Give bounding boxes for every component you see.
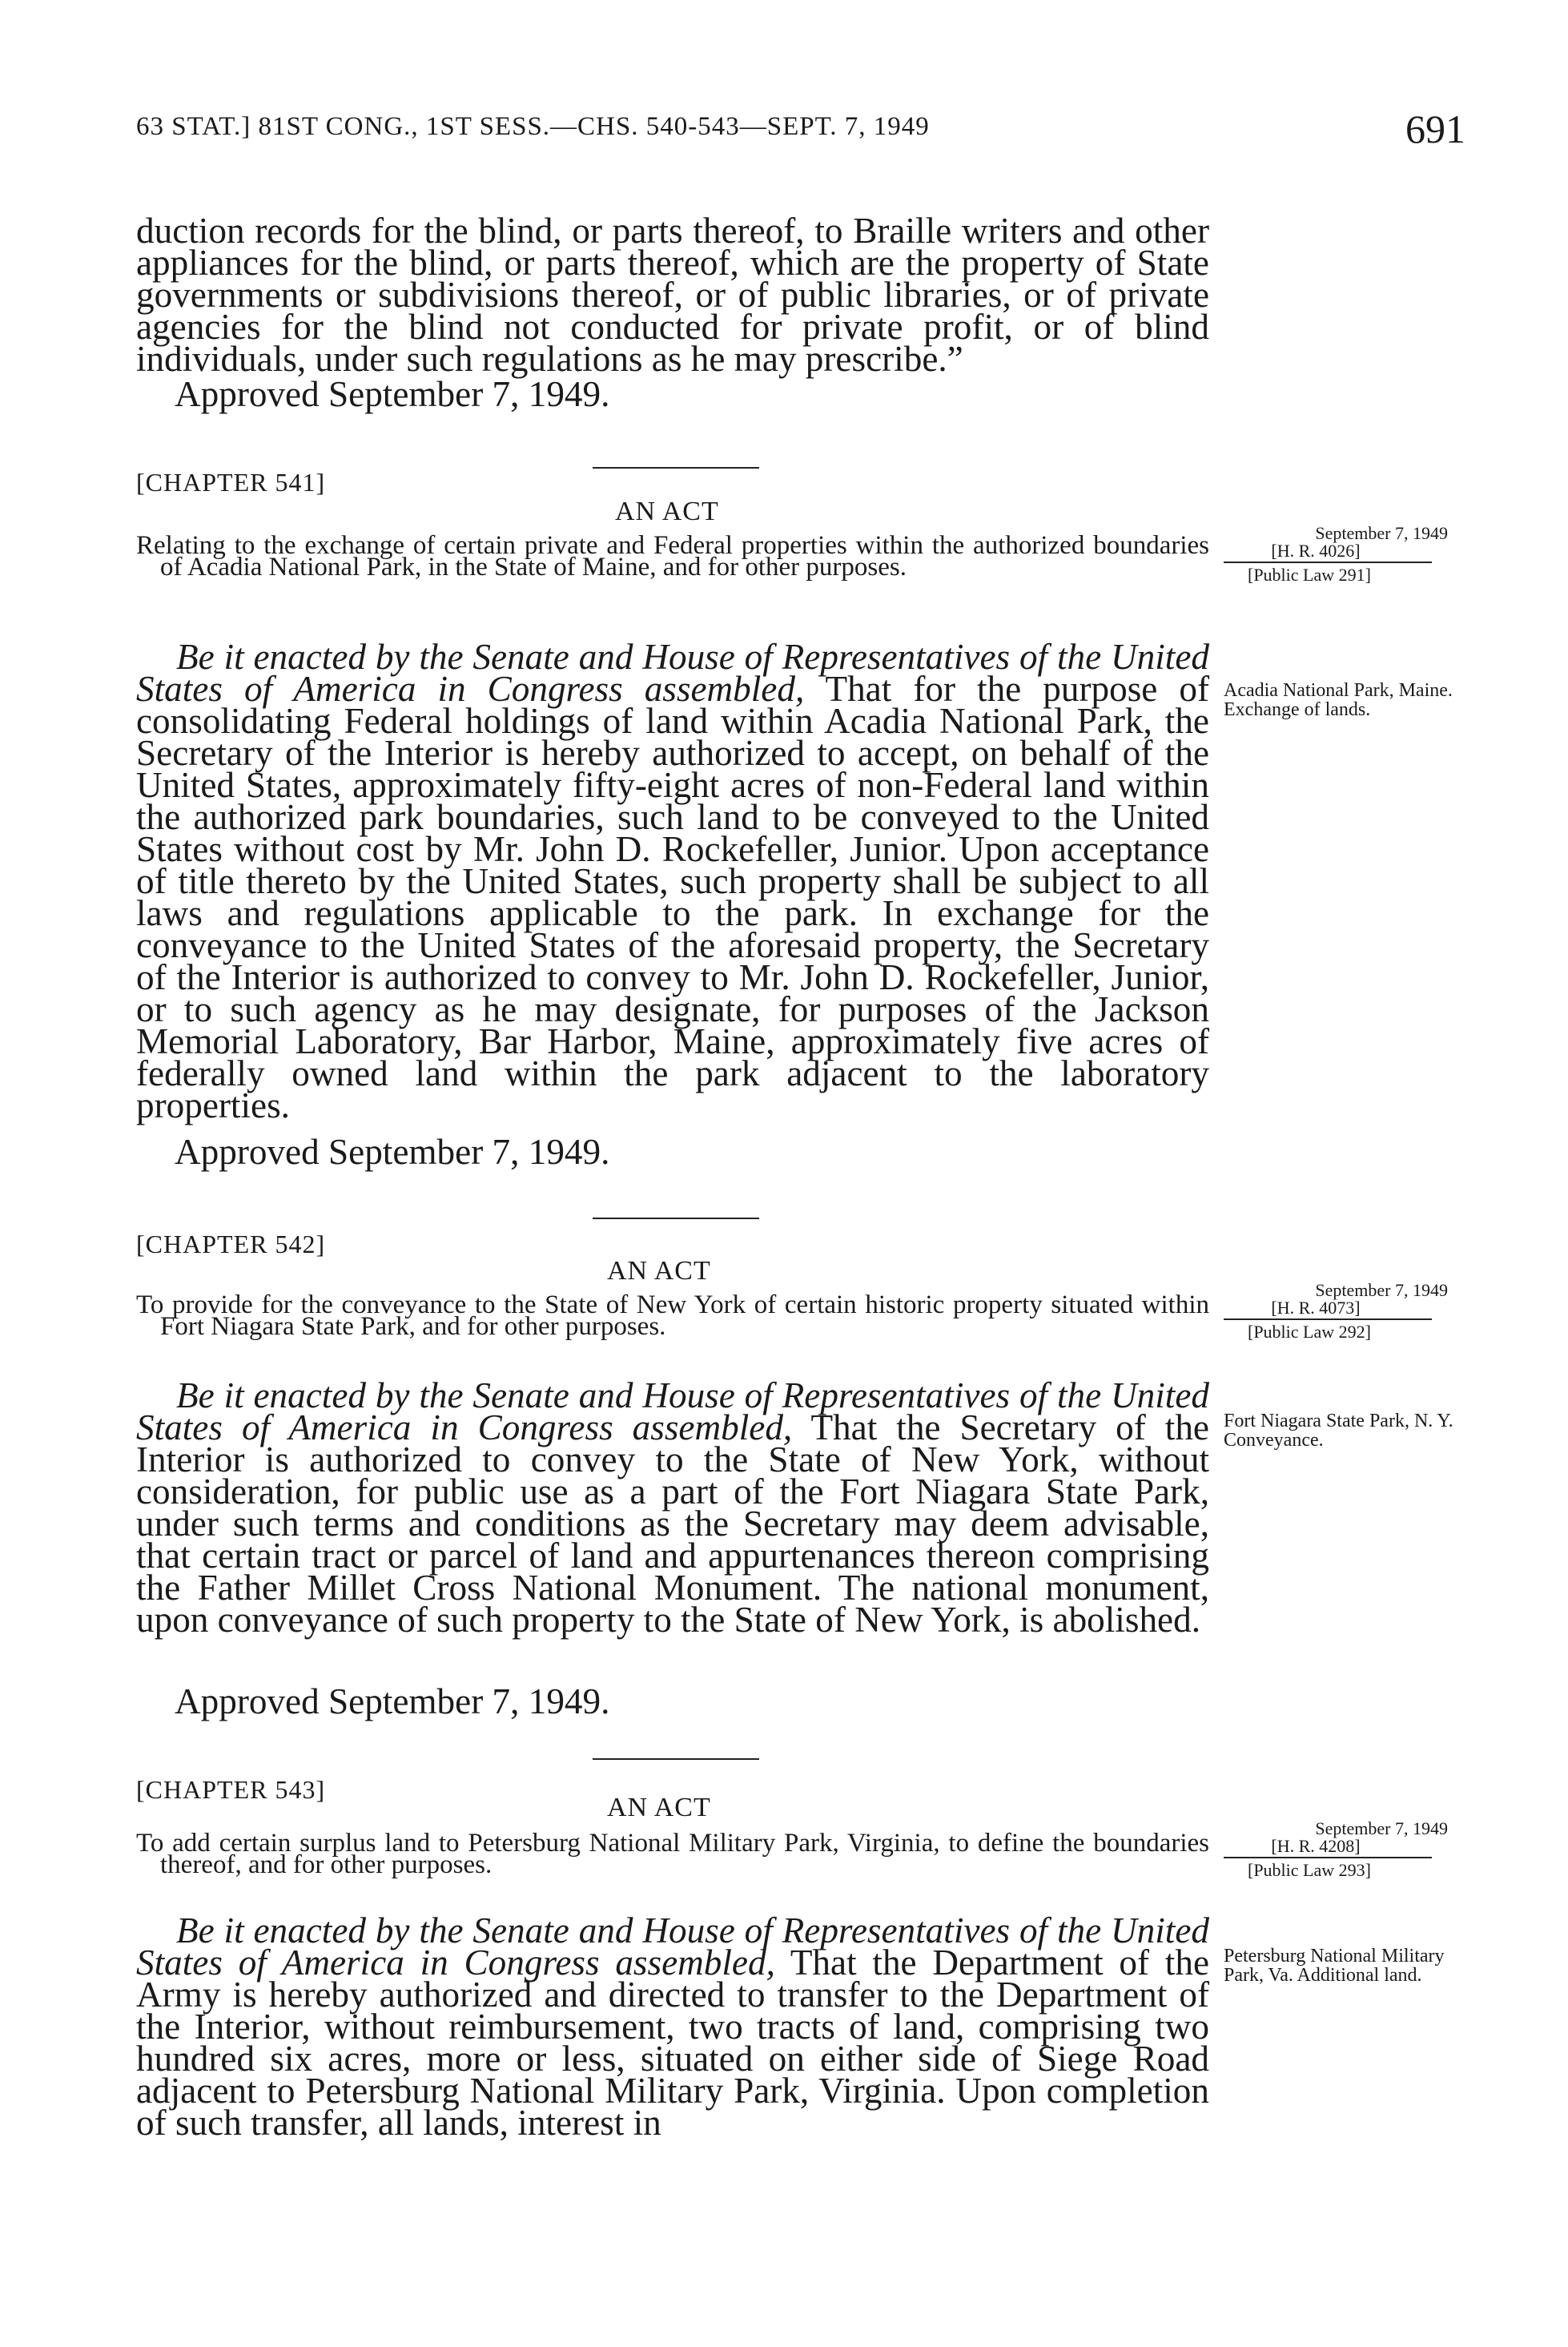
chapter-541-bill: [H. R. 4026] [1271,541,1361,561]
sidenote-rule [1224,1857,1432,1858]
running-header [136,107,1465,168]
chapter-541-heading: [CHAPTER 541] [136,468,326,497]
chapter-543-heading: [CHAPTER 543] [136,1775,326,1804]
chapter-541-sidenote [1224,525,1456,584]
sidenote-rule [1224,562,1432,563]
chapter-543-title: To add certain surplus land to Petersburg National Military Park, Virginia, to define the boundaries thereof, and for other purposes. [136,1829,1209,1879]
chapter-543-sidenote [1224,1820,1456,1879]
chapter-542-sidenote [1224,1282,1456,1341]
body-text: That the Department of the Army is hereby authorized and directed to transfer to the Department of the Interior, without reimbursement, two tracts of land, comprising two hundred six acres, more or less, situated on either side of Siege Road adjacent to Petersburg National Military Park, Virginia. Upon completion of such transfer, all lands, interest in [136,1942,1209,2143]
page-number: 691 [1405,107,1465,151]
body-text: That the Secretary of the Interior is authorized to convey to the State of New York, without consideration, for public use as a part of the Fort Niagara State Park, under such terms and conditions as the Secretary may deem advisable, that certain tract or parcel of land and appurtenances thereon comprising the Father Millet Cross National Monument. The national monument, upon conveyance of such property to the State of New York, is abolished. [136,1407,1209,1640]
chapter-543-public-law: [Public Law 293] [1248,1860,1371,1880]
chapter-541-body [136,637,1210,1125]
chapter-542-act-label: AN ACT [607,1256,711,1286]
enacting-clause: Be it enacted by the Senate and House of Representatives of the United States of America in Congress assembled, [136,637,1209,709]
sidenote-rule [1224,1318,1432,1320]
chapter-542-heading: [CHAPTER 542] [136,1230,326,1258]
chapter-543-body [136,1910,1209,2143]
chapter-542-approved: Approved September 7, 1949. [175,1681,610,1721]
intro-text: duction records for the blind, or parts thereof, to Braille writers and other appliances for the blind, or parts thereof, which are the property of State governments or subdivisions thereof, or of public libraries, or of private agencies for the blind not conducted for private profit, or of blind individuals, under such regulations as he may prescribe.” [136,211,1209,379]
chapter-542-public-law: [Public Law 292] [1248,1322,1371,1342]
chapter-541-approved: Approved September 7, 1949. [175,1132,610,1172]
chapter-541-date: September 7, 1949 [1315,523,1448,543]
chapter-542-date: September 7, 1949 [1315,1280,1448,1300]
chapter-543-date: September 7, 1949 [1315,1818,1448,1838]
chapter-541-title: Relating to the exchange of certain private and Federal properties within the authorized boundaries of Acadia National Park, in the State of Maine, and for other purposes. [136,531,1209,582]
chapter-541-act-label: AN ACT [615,497,719,526]
chapter-542-margin-note: Fort Niagara State Park, N. Y. Conveyance. [1224,1411,1453,1451]
chapter-542-title: To provide for the conveyance to the State of New York of certain historic property situated within Fort Niagara State Park, and for other purposes. [136,1290,1209,1341]
chapter-541-margin-note: Acadia National Park, Maine. Exchange of lands. [1224,680,1453,720]
intro-approved: Approved September 7, 1949. [175,374,610,414]
section-rule [593,1218,759,1219]
running-head: 63 STAT.] 81ST CONG., 1ST SESS.—CHS. 540-543—SEPT. 7, 1949 [136,112,930,141]
section-rule [593,1758,759,1760]
chapter-541-public-law: [Public Law 291] [1248,565,1371,585]
chapter-543-bill: [H. R. 4208] [1271,1836,1361,1856]
body-text: That for the purpose of consolidating Federal holdings of land within Acadia National Park, the Secretary of the Interior is hereby authorized to accept, on behalf of the United States, approximately fifty-eight acres of non-Federal land within the authorized park boundaries, such land to be conveyed to the United States without cost by Mr. John D. Rockefeller, Junior. Upon acceptance of title thereto by the United States, such property shall be subject to all laws and regulations applicable to the park. In exchange for the conveyance to the United States of the aforesaid property, the Secretary of the Interior is authorized to convey to Mr. John D. Rockefeller, Junior, or to such agency as he may designate, for purposes of the Jackson Memorial Laboratory, Bar Harbor, Maine, approximately five acres of federally owned land within the park adjacent to the laboratory properties. [136,669,1210,1125]
intro-paragraph [136,211,1209,379]
enacting-clause: Be it enacted by the Senate and House of Representatives of the United States of America in Congress assembled, [136,1375,1209,1447]
chapter-543-margin-note: Petersburg National Military Park, Va. Additional land. [1224,1946,1445,1986]
chapter-543-act-label: AN ACT [607,1793,711,1822]
chapter-542-body [136,1375,1209,1640]
enacting-clause: Be it enacted by the Senate and House of Representatives of the United States of America in Congress assembled, [136,1910,1209,1983]
chapter-542-bill: [H. R. 4073] [1271,1298,1361,1318]
section-rule [593,467,759,469]
